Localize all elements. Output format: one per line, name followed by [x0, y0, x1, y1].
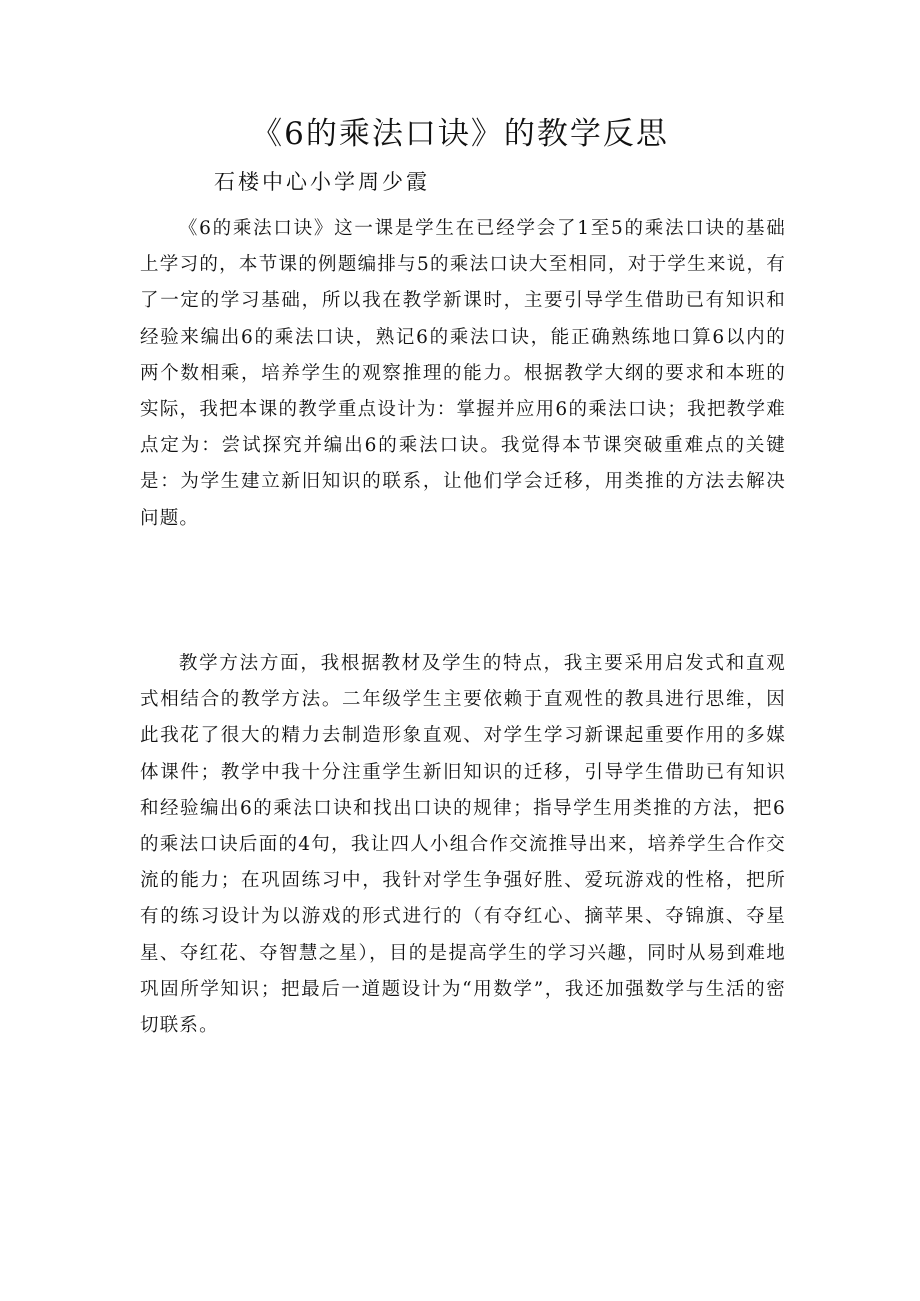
paragraph-2: 教学方法方面，我根据教材及学生的特点，我主要采用启发式和直观式相结合的教学方法。二年级学生主要依赖于直观性的教具进行思维，因此我花了很大的精力去制造形象直观、对学生学习新课起重要作用的多媒体课件；教学中我十分注重学生新旧知识的迁移，引导学生借助已有知识和经验编出6的乘法口诀和找出口诀的规律；指导学生用类推的方法，把6的乘法口诀后面的4句，我让四人小组合作交流推导出来，培养学生合作交流的能力；在巩固练习中，我针对学生争强好胜、爱玩游戏的性格，把所有的练习设计为以游戏的形式进行的（有夺红心、摘苹果、夺锦旗、夺星星、夺红花、夺智慧之星），目的是提高学生的学习兴趣，同时从易到难地巩固所学知识；把最后一道题设计为“用数学”，我还加强数学与生活的密切联系。 — [140, 653, 786, 1037]
document-title: 《6的乘法口诀》的教学反思 — [251, 116, 669, 152]
author-line: 石楼中心小学周少霞 — [214, 170, 430, 194]
paragraph-1: 《6的乘法口诀》这一课是学生在已经学会了1至5的乘法口诀的基础上学习的，本节课的例题编排与5的乘法口诀大至相同，对于学生来说，有了一定的学习基础，所以我在教学新课时，主要引导学生借助已有知识和经验来编出6的乘法口诀，熟记6的乘法口诀，能正确熟练地口算6以内的两个数相乘，培养学生的观察推理的能力。根据教学大纲的要求和本班的实际，我把本课的教学重点设计为：掌握并应用6的乘法口诀；我把教学难点定为：尝试探究并编出6的乘法口诀。我觉得本节课突破重难点的关键是：为学生建立新旧知识的联系，让他们学会迁移，用类推的方法去解决问题。 — [140, 218, 786, 529]
